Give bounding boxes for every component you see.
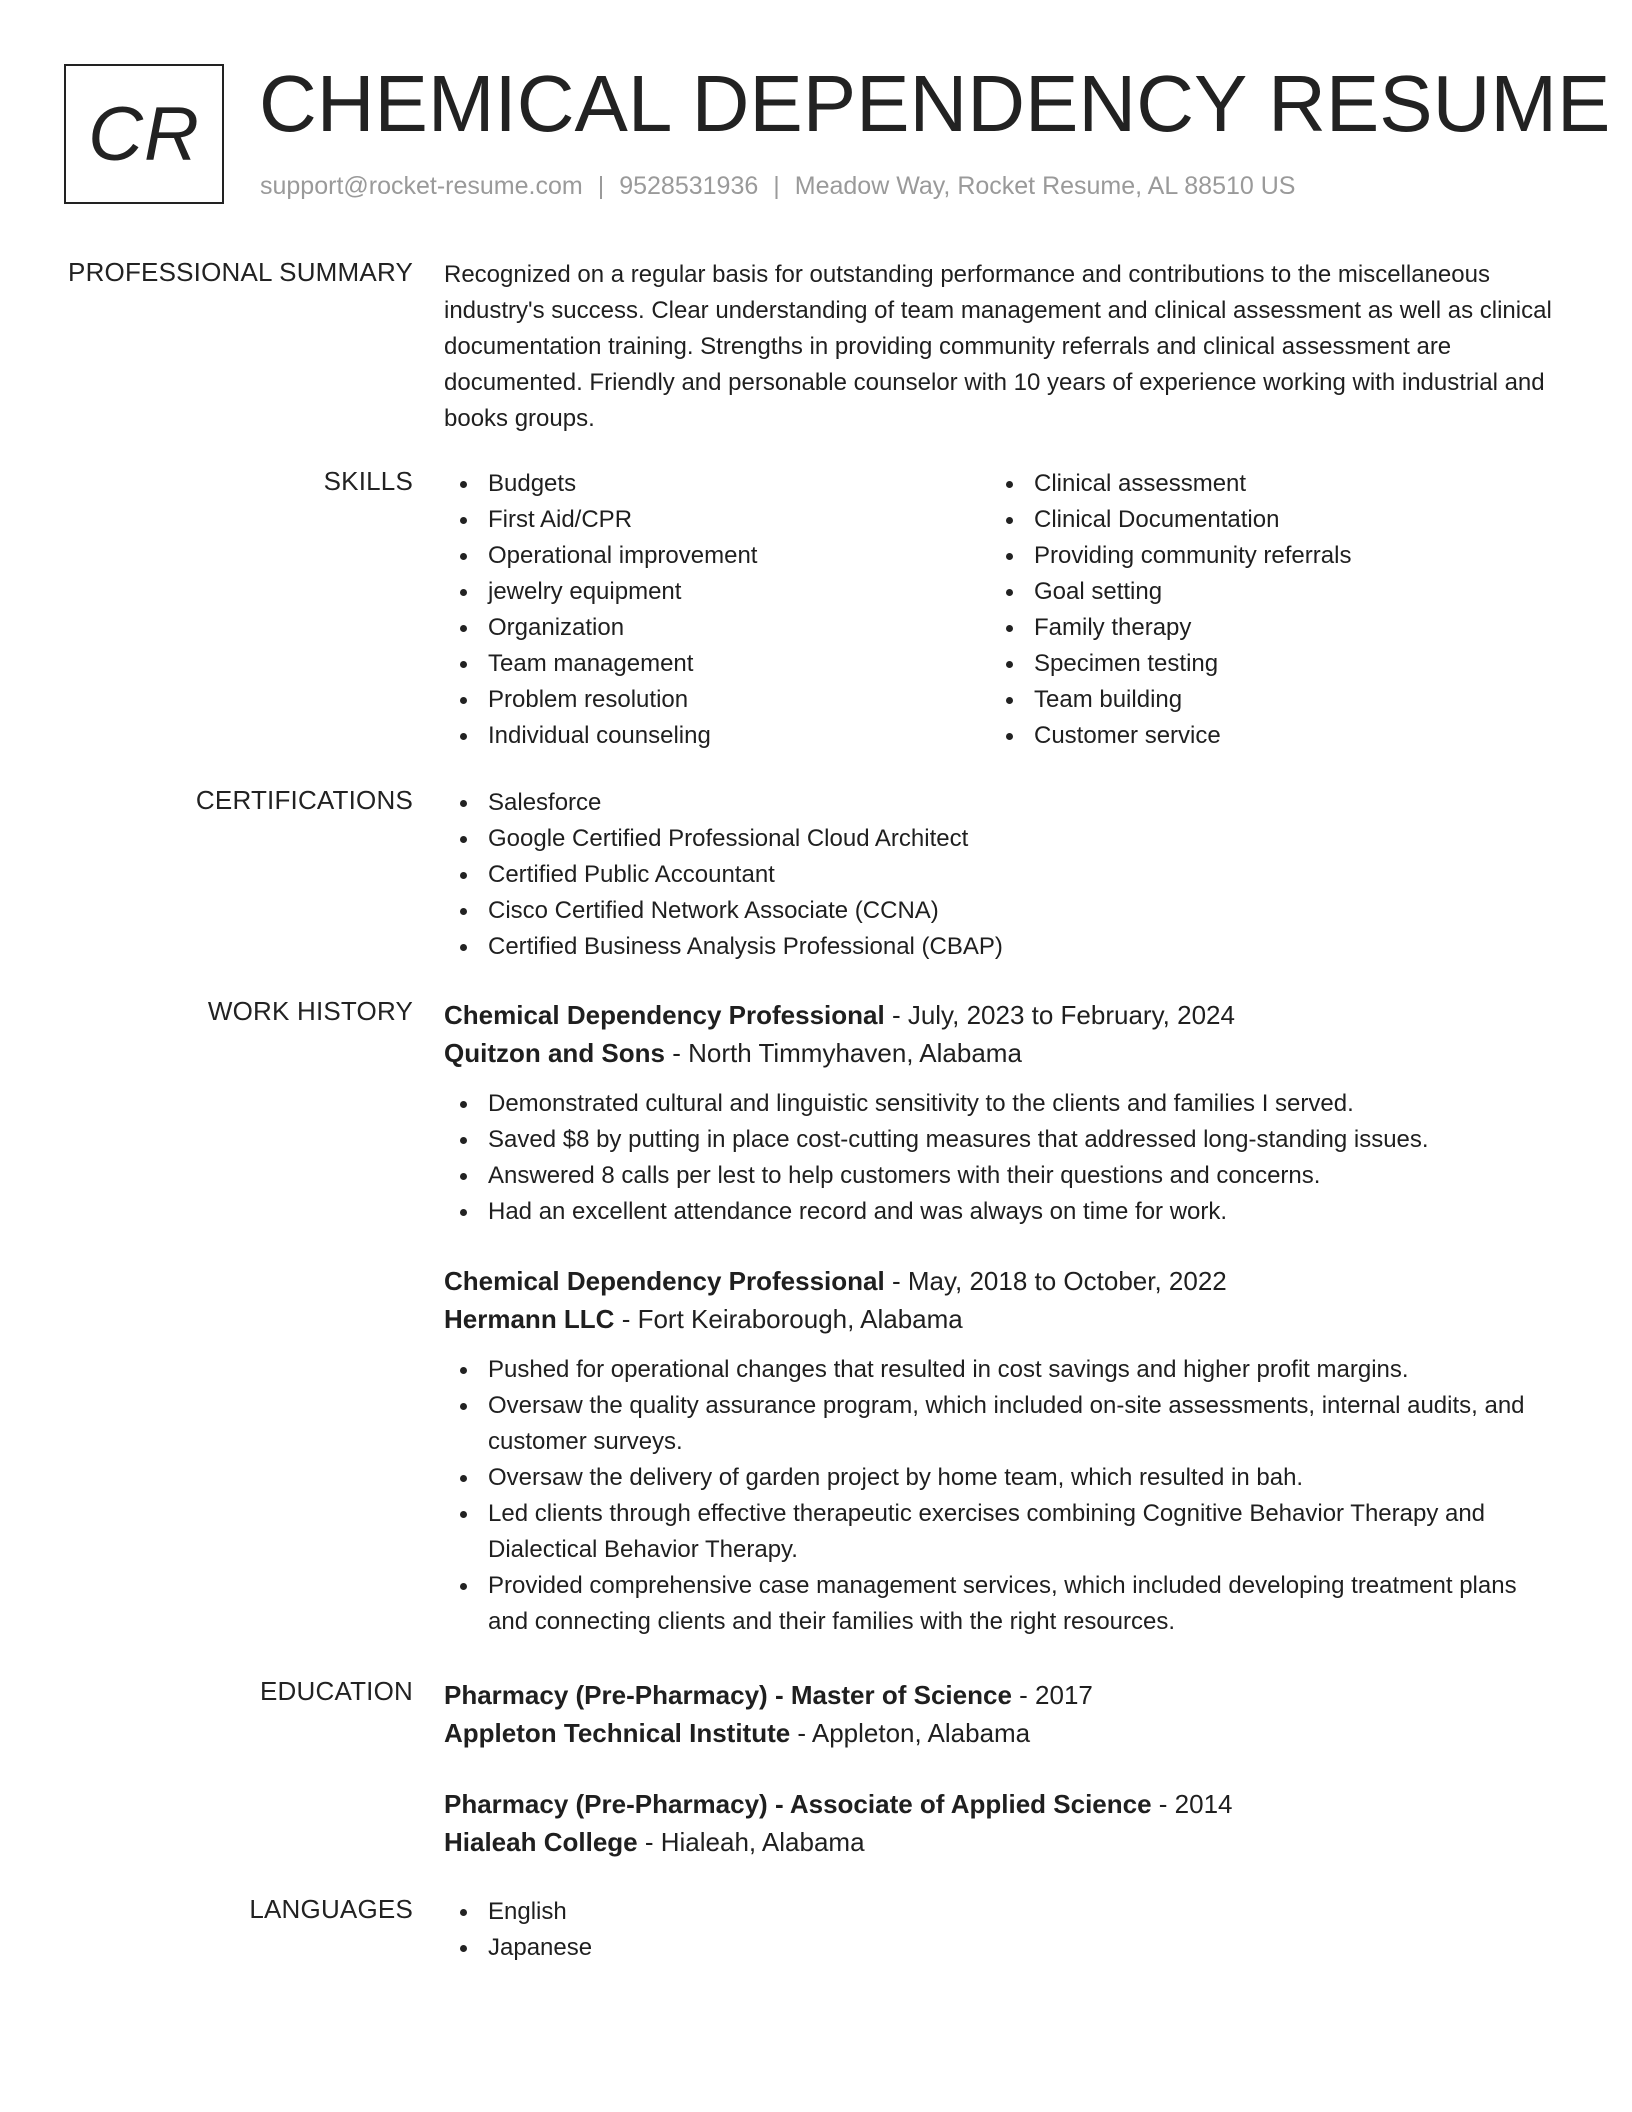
job-company: Quitzon and Sons	[444, 1038, 665, 1068]
job-title-line	[444, 996, 1554, 1034]
skill-item: Budgets	[444, 466, 990, 502]
skill-item: Goal setting	[990, 574, 1536, 610]
job-dates: - July, 2023 to February, 2024	[884, 1000, 1235, 1030]
certification-item: Google Certified Professional Cloud Architect	[444, 821, 1554, 857]
job-location: - Fort Keiraborough, Alabama	[614, 1304, 963, 1334]
education-degree: Pharmacy (Pre-Pharmacy) - Master of Science	[444, 1680, 1012, 1710]
section-label-languages: LANGUAGES	[249, 1894, 413, 1924]
education-school-line	[444, 1714, 1554, 1752]
certification-item: Certified Public Accountant	[444, 857, 1554, 893]
job-title: Chemical Dependency Professional	[444, 1266, 885, 1296]
job-bullet: Oversaw the quality assurance program, which included on-site assessments, internal audits, and customer surveys.	[444, 1388, 1554, 1460]
monogram-badge: CR	[64, 64, 224, 204]
summary-text: Recognized on a regular basis for outstanding performance and contributions to the miscellaneous industry's success. Clear understanding of team management and clinical assessment as well as clinical documentation training. Strengths in providing community referrals and clinical assessment are documented. Friendly and personable counselor with 10 years of experience working with industrial and books groups.	[444, 261, 1552, 432]
education-location: - Hialeah, Alabama	[637, 1827, 865, 1857]
section-label-skills: SKILLS	[323, 466, 413, 496]
page-title: CHEMICAL DEPENDENCY RESUME	[259, 59, 1611, 148]
education-degree-line	[444, 1676, 1554, 1714]
skill-item: Clinical Documentation	[990, 502, 1536, 538]
skill-item: Problem resolution	[444, 682, 990, 718]
skill-item: Team management	[444, 646, 990, 682]
job-bullet: Had an excellent attendance record and was always on time for work.	[444, 1194, 1554, 1230]
job-dates: - May, 2018 to October, 2022	[884, 1266, 1227, 1296]
section-label-education: EDUCATION	[260, 1676, 413, 1706]
job-bullet: Saved $8 by putting in place cost-cutting measures that addressed long-standing issues.	[444, 1122, 1554, 1158]
skill-item: First Aid/CPR	[444, 502, 990, 538]
resume-header	[64, 59, 1611, 214]
skill-item: Customer service	[990, 718, 1536, 754]
job-bullet: Oversaw the delivery of garden project by home team, which resulted in bah.	[444, 1460, 1554, 1496]
job-bullet: Provided comprehensive case management services, which included developing treatment plans and connecting clients and their families with the right resources.	[444, 1568, 1554, 1640]
skill-item: Providing community referrals	[990, 538, 1536, 574]
education-entry	[444, 1785, 1554, 1861]
job-bullets	[444, 1086, 1554, 1230]
education-school: Appleton Technical Institute	[444, 1718, 791, 1748]
certifications-list	[444, 785, 1554, 965]
certification-item: Salesforce	[444, 785, 1554, 821]
job-bullet: Answered 8 calls per lest to help customers with their questions and concerns.	[444, 1158, 1554, 1194]
language-item: English	[444, 1894, 1554, 1930]
section-label-summary: PROFESSIONAL SUMMARY	[68, 257, 413, 287]
languages-list	[444, 1894, 1554, 1966]
job-title: Chemical Dependency Professional	[444, 1000, 885, 1030]
contact-email: support@rocket-resume.com	[260, 172, 583, 200]
skill-item: Family therapy	[990, 610, 1536, 646]
job-title-line	[444, 1262, 1554, 1300]
contact-separator: |	[597, 172, 605, 200]
job-location: - North Timmyhaven, Alabama	[665, 1038, 1022, 1068]
skill-item: Individual counseling	[444, 718, 990, 754]
contact-phone: 9528531936	[619, 172, 759, 200]
skills-list-right	[990, 466, 1536, 754]
education-location: - Appleton, Alabama	[790, 1718, 1031, 1748]
education-entry	[444, 1676, 1554, 1752]
skill-item: Specimen testing	[990, 646, 1536, 682]
section-label-work-history: WORK HISTORY	[207, 996, 413, 1026]
education-degree: Pharmacy (Pre-Pharmacy) - Associate of Applied Science	[444, 1789, 1152, 1819]
skill-item: Organization	[444, 610, 990, 646]
skill-item: Operational improvement	[444, 538, 990, 574]
education-school-line	[444, 1823, 1554, 1861]
contact-line	[260, 172, 1295, 201]
skill-item: Team building	[990, 682, 1536, 718]
skill-item: Clinical assessment	[990, 466, 1536, 502]
job-bullet: Pushed for operational changes that resulted in cost savings and higher profit margins.	[444, 1352, 1554, 1388]
job-company: Hermann LLC	[444, 1304, 615, 1334]
education-school: Hialeah College	[444, 1827, 638, 1857]
job-bullet: Led clients through effective therapeutic exercises combining Cognitive Behavior Therapy and Dialectical Behavior Therapy.	[444, 1496, 1554, 1568]
certification-item: Cisco Certified Network Associate (CCNA)	[444, 893, 1554, 929]
job-bullet: Demonstrated cultural and linguistic sensitivity to the clients and families I served.	[444, 1086, 1554, 1122]
job-company-line	[444, 1034, 1554, 1072]
job-entry	[444, 996, 1554, 1230]
skills-list-left	[444, 466, 990, 754]
education-year: - 2017	[1011, 1680, 1093, 1710]
section-label-certifications: CERTIFICATIONS	[195, 785, 413, 815]
contact-address: Meadow Way, Rocket Resume, AL 88510 US	[794, 172, 1296, 200]
skill-item: jewelry equipment	[444, 574, 990, 610]
job-entry	[444, 1262, 1554, 1640]
education-degree-line	[444, 1785, 1554, 1823]
job-company-line	[444, 1300, 1554, 1338]
language-item: Japanese	[444, 1930, 1554, 1966]
contact-separator: |	[773, 172, 780, 200]
education-year: - 2014	[1151, 1789, 1233, 1819]
certification-item: Certified Business Analysis Professional (CBAP)	[444, 929, 1554, 965]
job-bullets	[444, 1352, 1554, 1640]
